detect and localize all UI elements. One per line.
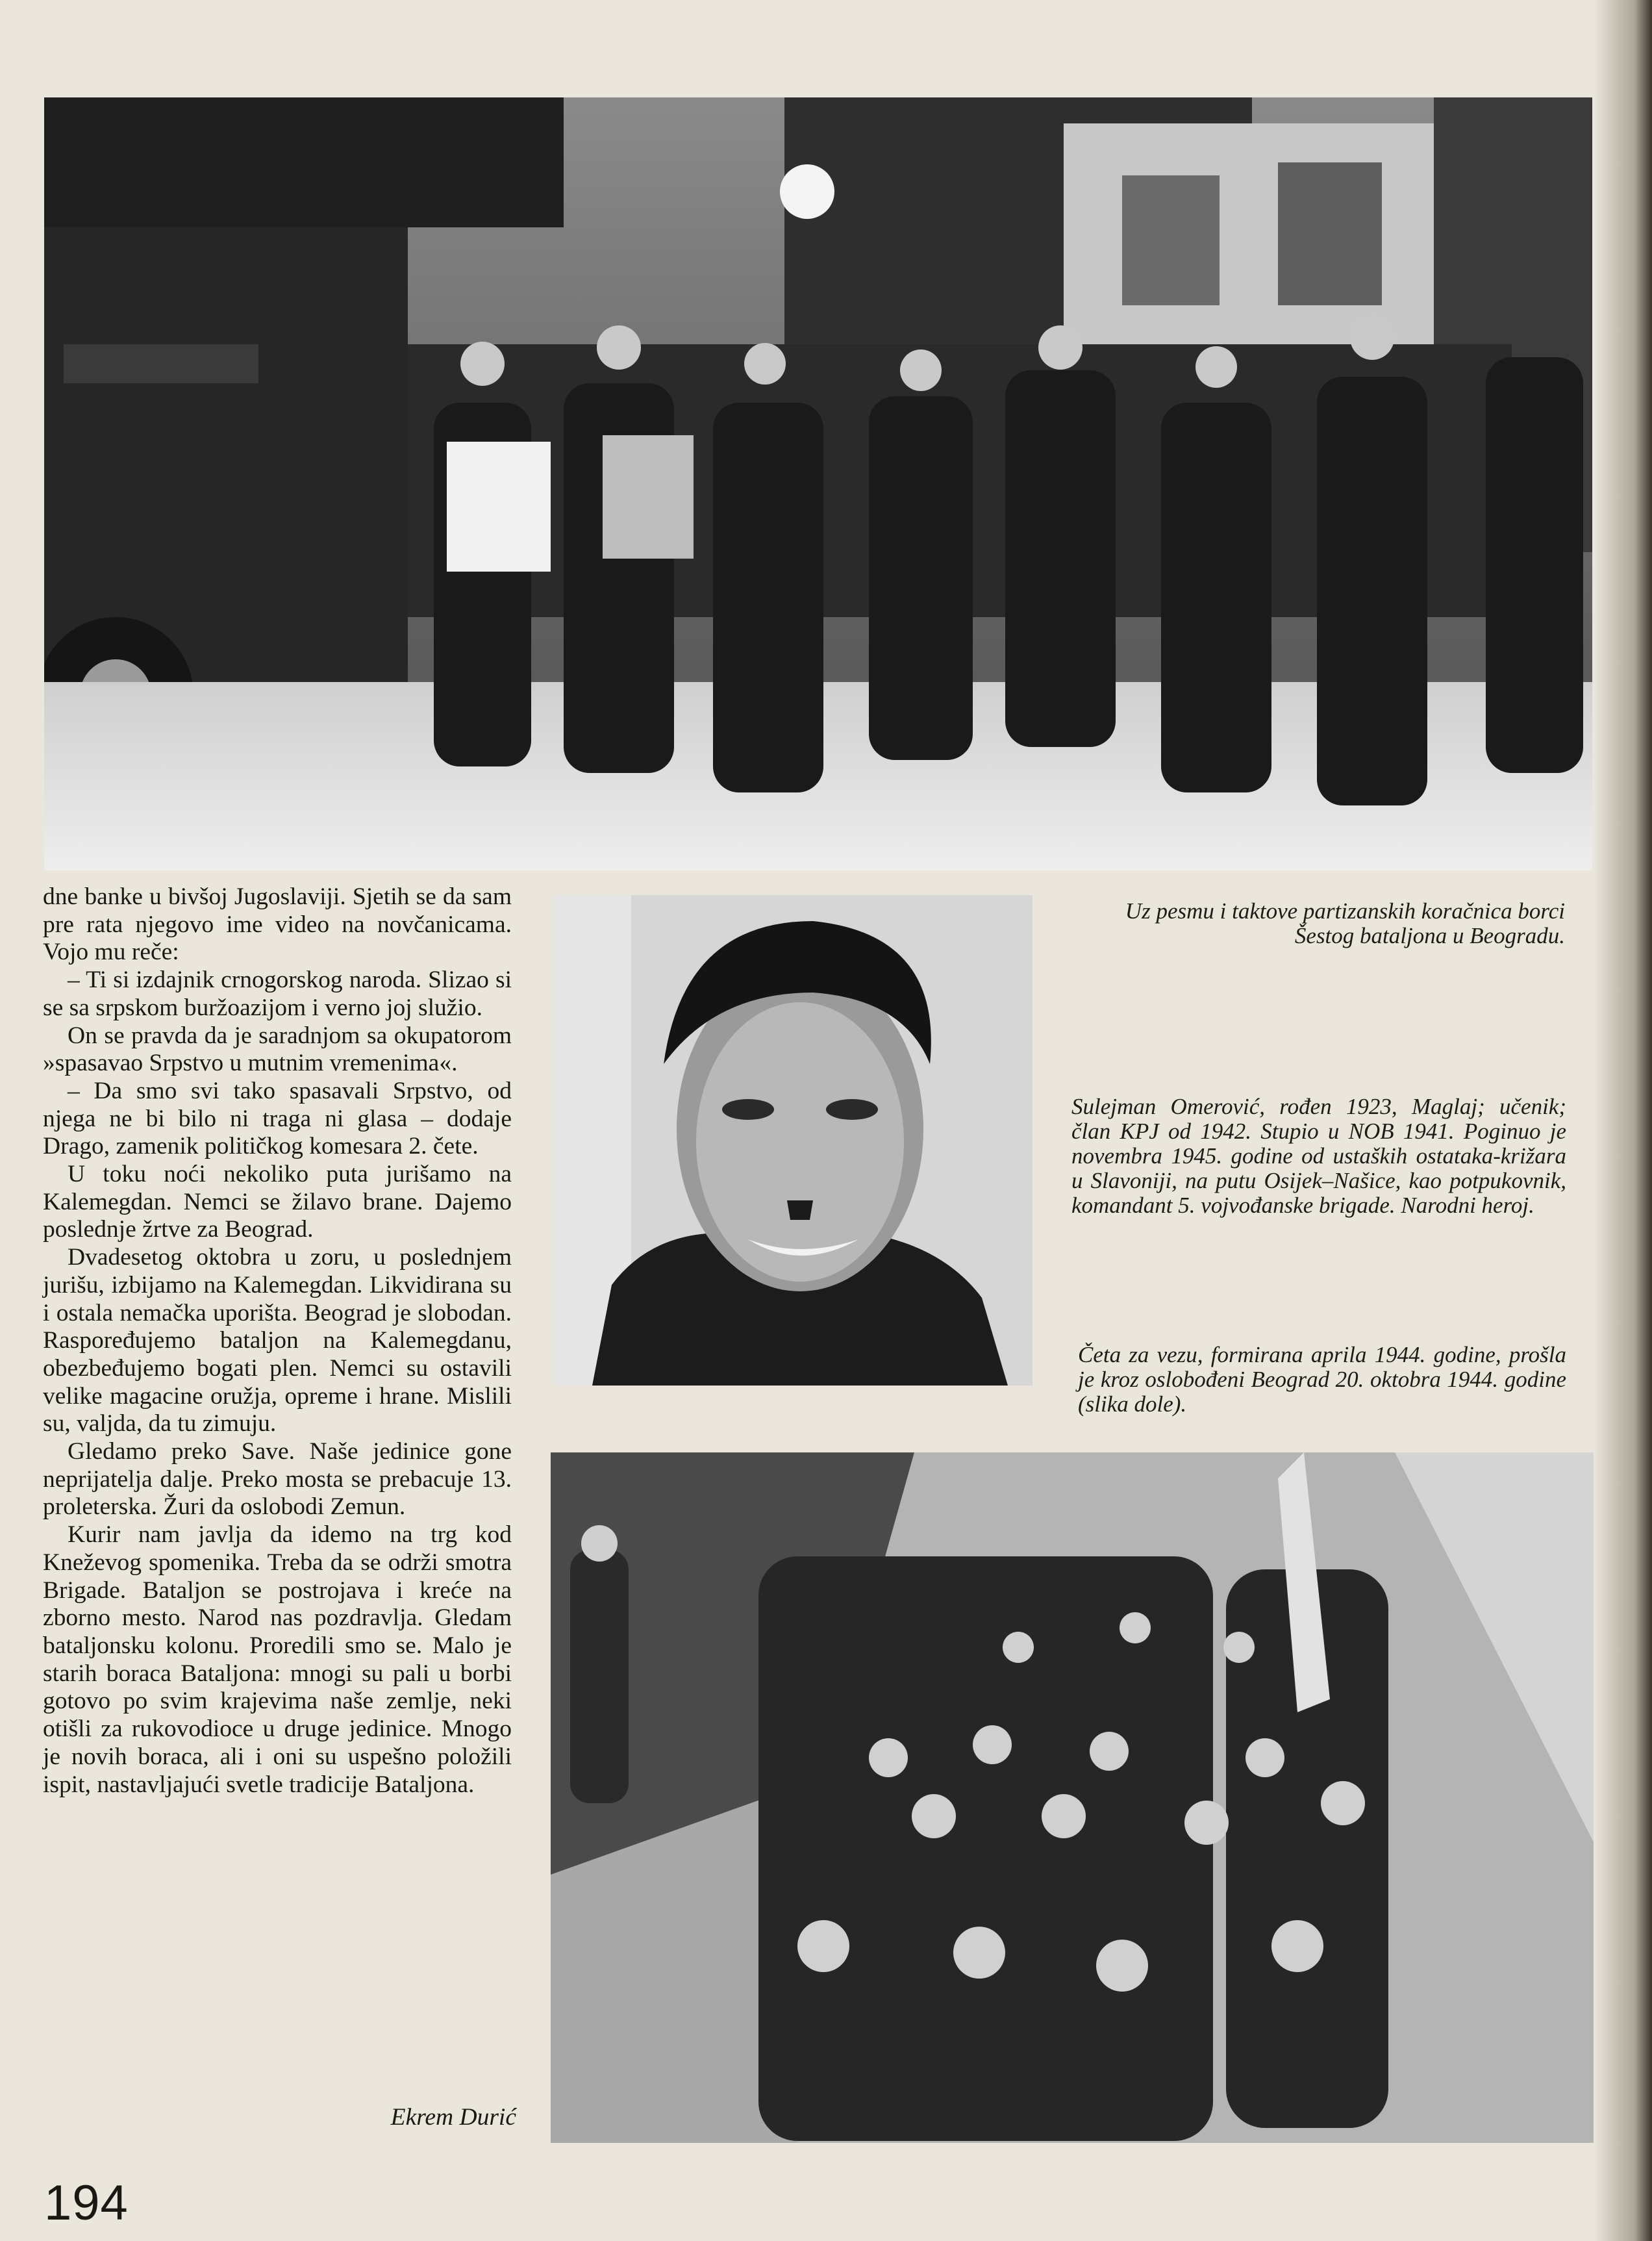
photo-portrait-sulejman-omerovic <box>553 895 1032 1386</box>
photo-partisans-marching-accordion <box>44 97 1592 870</box>
caption-bottom-photo: Četa za vezu, formirana aprila 1944. godine, prošla je kroz oslobođeni Beograd 20. oktobra 1944. godine (slika dole). <box>1078 1342 1566 1417</box>
paragraph-4: – Da smo svi tako spasavali Srpstvo, od njega ne bi bilo ni traga ni glasa – dodaje Drago, zamenik političkog komesara 2. čete. <box>43 1077 512 1160</box>
photo-signal-company-marching <box>551 1452 1594 2143</box>
paragraph-3: On se pravda da je saradnjom sa okupatorom »spasavao Srpstvo u mutnim vremenima«. <box>43 1022 512 1077</box>
paragraph-6: Dvadesetog oktobra u zoru, u poslednjem jurišu, izbijamo na Kalemegdan. Likvidirana su i ostala nemačka uporišta. Beograd je slobodan. Raspoređujemo bataljon na Kalemegdanu, obezbeđujemo bogati plen. Nemci su ostavili velike magacine oružja, opreme i hrane. Mislili su, valjda, da tu zimuju. <box>43 1244 512 1437</box>
caption-portrait: Sulejman Omerović, rođen 1923, Maglaj; učenik; član KPJ od 1942. Stupio u NOB 1941. Poginuo je novembra 1945. godine od ustaških ostataka-križara u Slavoniji, na putu Osijek–Našice, kao potpukovnik, komandant 5. vojvođanske brigade. Narodni heroj. <box>1071 1094 1566 1218</box>
article-body <box>43 883 512 1799</box>
caption-top-photo: Uz pesmu i taktove partizanskih koračnica borci Šestog bataljona u Beogradu. <box>1125 898 1565 948</box>
paragraph-7: Gledamo preko Save. Naše jedinice gone neprijatelja dalje. Preko mosta se prebacuje 13. proleterska. Žuri da oslobodi Zemun. <box>43 1438 512 1521</box>
paragraph-2: – Ti si izdajnik crnogorskog naroda. Slizao si se sa srpskom buržoazijom i verno joj služio. <box>43 967 512 1021</box>
paragraph-1: dne banke u bivšoj Jugoslaviji. Sjetih se da sam pre rata njegovo ime video na novčanicama. Vojo mu reče: <box>43 883 512 966</box>
paragraph-5: U toku noći nekoliko puta jurišamo na Kalemegdan. Nemci se žilavo brane. Dajemo poslednje žrtve za Beograd. <box>43 1161 512 1243</box>
page-number: 194 <box>44 2175 129 2231</box>
page-gutter-shadow <box>1594 0 1652 2241</box>
author-signature: Ekrem Durić <box>390 2104 516 2131</box>
paragraph-8: Kurir nam javlja da idemo na trg kod Kneževog spomenika. Treba da se održi smotra Brigade. Bataljon se postrojava i kreće na zborno mesto. Narod nas pozdravlja. Gledam bataljonsku kolonu. Proredili smo se. Malo je starih boraca Bataljona: mnogi su pali u borbi gotovo po svim krajevima naše zemlje, neki otišli za rukovodioce u druge jedinice. Mnogo je novih boraca, ali i oni su uspešno položili ispit, nastavljajući svetle tradicije Bataljona. <box>43 1521 512 1798</box>
